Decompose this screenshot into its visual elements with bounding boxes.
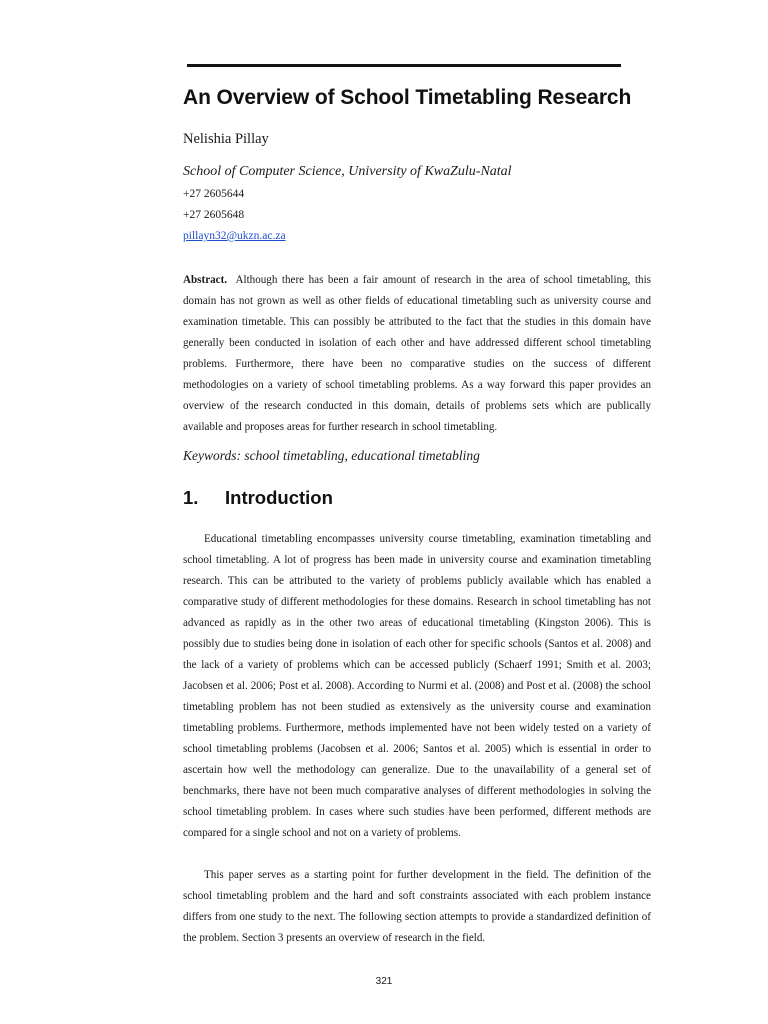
introduction-paragraph-1: Educational timetabling encompasses university course timetabling, examination timetabling and school timetabling. A lot of progress has been made in university course and examination timetabling research. This can be attributed to the variety of problems publicly available which has enabled a comparative study of different methodologies for these domains. Research in school timetabling has not advanced as rapidly as in the other two areas of educational timetabling (Kingston 2006). This is possibly due to studies being done in isolation of each other for specific schools (Santos et al. 2008) and the lack of a variety of problems which can be accessed publicly (Schaerf 1991; Smith et al. 2003; Jacobsen et al. 2006; Post et al. 2008). According to Nurmi et al. (2008) and Post et al. (2008) the school timetabling problem has not been studied as extensively as the university course and examination timetabling problems. Furthermore, methods implemented have not been widely tested on a variety of school timetabling problems (Jacobsen et al. 2006; Santos et al. 2005) which is essential in order to ascertain how well the methodology can generalize. Due to the unavailability of a general set of benchmarks, there have not been much comparative analyses of different methodologies in solving the school timetabling problem. In cases where such studies have been performed, different methods are compared for a single school and not on a variety of problems. (183, 533, 651, 839)
introduction-paragraph-2: This paper serves as a starting point for further development in the field. The definition of the school timetabling problem and the hard and soft constraints associated with each problem instance differs from one study to the next. The following section attempts to provide a standardized definition of the problem. Section 3 presents an overview of research in the field. (183, 869, 651, 944)
phone-number-1: +27 2605644 (183, 188, 245, 200)
section-number: 1. (183, 487, 199, 508)
keywords: Keywords: school timetabling, educational timetabling (183, 448, 480, 463)
section-title: Introduction (225, 487, 333, 508)
section-heading-introduction (183, 487, 333, 509)
paper-title: An Overview of School Timetabling Research (183, 86, 632, 109)
abstract (183, 270, 651, 438)
author-affiliation: School of Computer Science, University of KwaZulu-Natal (183, 164, 512, 179)
email-link[interactable]: pillayn32@ukzn.ac.za (183, 230, 286, 242)
abstract-label: Abstract. (183, 274, 228, 286)
title-rule (187, 64, 621, 67)
abstract-text: Although there has been a fair amount of research in the area of school timetabling, this domain has not grown as well as other fields of educational timetabling such as university course and examination timetable. This can possibly be attributed to the fact that the studies in this domain have generally been conducted in isolation of each other and have addressed different school timetabling problems. Furthermore, there have been no comparative studies on the success of different methodologies on a variety of school timetabling problems. As a way forward this paper provides an overview of the research conducted in this domain, details of problems sets which are publically available and proposes areas for further research in school timetabling. (183, 274, 651, 433)
author-name: Nelishia Pillay (183, 131, 269, 147)
page-number: 321 (375, 976, 393, 987)
phone-number-2: +27 2605648 (183, 209, 245, 221)
